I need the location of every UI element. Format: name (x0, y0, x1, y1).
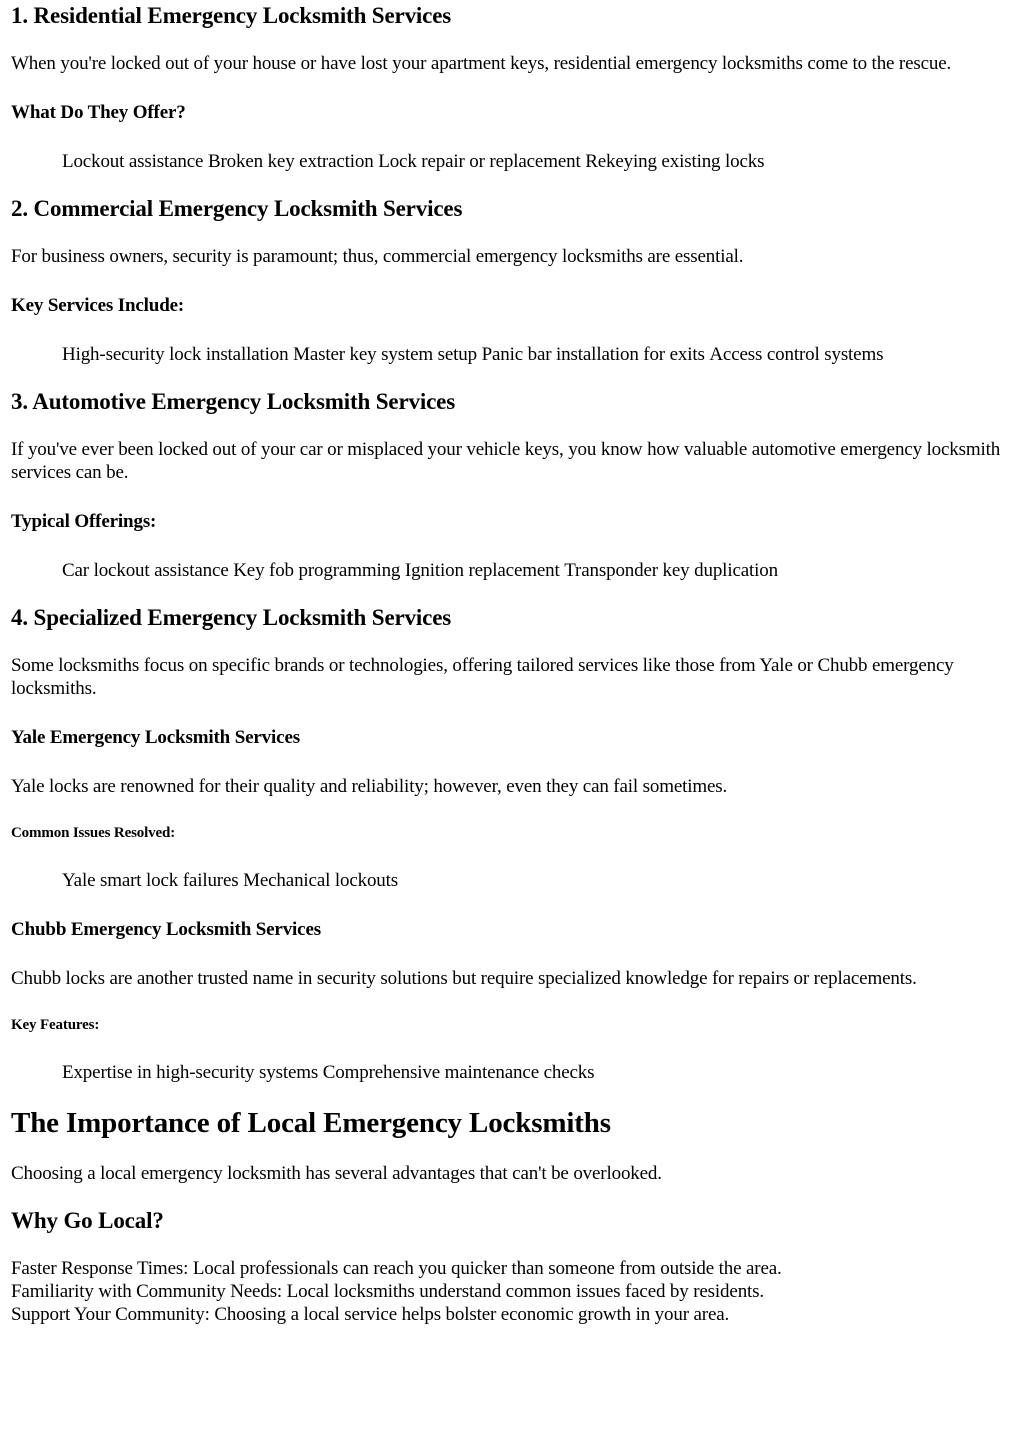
section-heading-commercial: 2. Commercial Emergency Locksmith Services (11, 196, 463, 221)
paragraph-chubb: Chubb locks are another trusted name in security solutions but require specialized knowledge for repairs or replacements. (11, 968, 917, 989)
list-item: Comprehensive maintenance checks (322, 1062, 595, 1083)
list-item: Ignition replacement (404, 560, 560, 581)
list-item: High-security lock installation (62, 344, 289, 365)
subheading-key-features: Key Features: (11, 1017, 100, 1033)
section-paragraph-automotive: If you've ever been locked out of your car or misplaced your vehicle keys, you know how valuable automotive emergency locksmith services can be. (11, 439, 1001, 483)
list-item: Mechanical lockouts (243, 870, 399, 891)
subheading-typical-offerings: Typical Offerings: (11, 511, 157, 532)
list-item: Broken key extraction (207, 151, 374, 172)
list-item: Familiarity with Community Needs: Local locksmiths understand common issues faced by residents. (11, 1281, 765, 1302)
section-heading-specialized: 4. Specialized Emergency Locksmith Services (11, 605, 452, 630)
list-item: Master key system setup (293, 344, 477, 365)
list-item: Rekeying existing locks (585, 151, 765, 172)
section-paragraph-commercial: For business owners, security is paramount; thus, commercial emergency locksmiths are essential. (11, 246, 744, 267)
list-item: Faster Response Times: Local professionals can reach you quicker than someone from outside the area. (11, 1258, 782, 1279)
subheading-common-issues: Common Issues Resolved: (11, 825, 176, 841)
paragraph-yale: Yale locks are renowned for their quality and reliability; however, even they can fail sometimes. (11, 776, 728, 797)
services-list-chubb (11, 1061, 1013, 1084)
paragraph-local: Choosing a local emergency locksmith has several advantages that can't be overlooked. (11, 1163, 662, 1184)
subheading-why-go-local: Why Go Local? (11, 1208, 164, 1233)
list-item: Access control systems (709, 344, 884, 365)
list-item: Car lockout assistance (62, 560, 229, 581)
list-item: Expertise in high-security systems (62, 1062, 319, 1083)
list-item: Support Your Community: Choosing a local service helps bolster economic growth in your area. (11, 1304, 730, 1325)
services-list-yale (11, 869, 1013, 892)
subheading-what-do-they-offer: What Do They Offer? (11, 102, 186, 123)
section-paragraph-specialized: Some locksmiths focus on specific brands or technologies, offering tailored services like those from Yale or Chubb emergency locksmiths. (11, 655, 954, 699)
reasons-list-local (11, 1257, 1013, 1326)
page-title-local: The Importance of Local Emergency Locksmiths (11, 1107, 611, 1139)
list-item: Lockout assistance (62, 151, 204, 172)
list-item: Key fob programming (233, 560, 401, 581)
services-list-automotive (11, 559, 1013, 582)
section-paragraph-residential: When you're locked out of your house or have lost your apartment keys, residential emergency locksmiths come to the rescue. (11, 53, 952, 74)
list-item: Lock repair or replacement (378, 151, 581, 172)
services-list-commercial (11, 343, 1013, 366)
services-list-residential (11, 150, 1013, 173)
section-heading-residential: 1. Residential Emergency Locksmith Services (11, 3, 452, 28)
article (0, 2, 1024, 1326)
section-heading-automotive: 3. Automotive Emergency Locksmith Services (11, 389, 456, 414)
list-item: Transponder key duplication (564, 560, 778, 581)
subheading-key-services: Key Services Include: (11, 295, 185, 316)
list-item: Yale smart lock failures (62, 870, 239, 891)
subheading-yale: Yale Emergency Locksmith Services (11, 727, 300, 748)
list-item: Panic bar installation for exits (481, 344, 705, 365)
subheading-chubb: Chubb Emergency Locksmith Services (11, 919, 321, 940)
